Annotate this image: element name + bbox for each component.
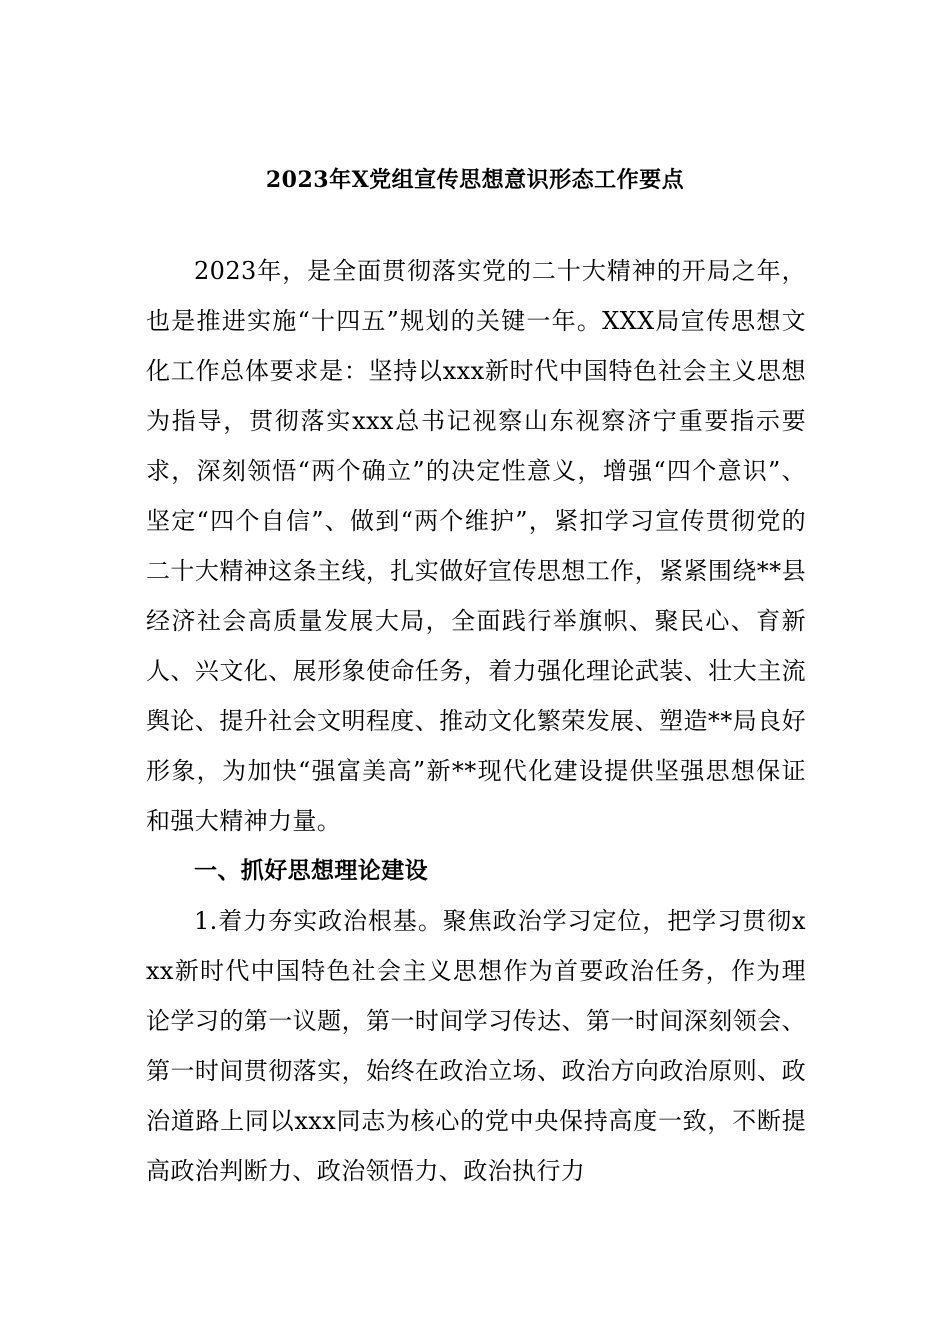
document-body — [146, 246, 806, 1196]
document-title: 2023年X党组宣传思想意识形态工作要点 — [265, 167, 685, 193]
section-paragraph: 1.着力夯实政治根基。聚焦政治学习定位，把学习贯彻xxx新时代中国特色社会主义思想作为首要政治任务，作为理论学习的第一议题，第一时间学习传达、第一时间深刻领会、第一时间贯彻落实，始终在政治立场、政治方向政治原则、政治道路上同以xxx同志为核心的党中央保持高度一致，不断提高政治判断力、政治领悟力、政治执行力 — [146, 907, 806, 1185]
intro-paragraph: 2023年，是全面贯彻落实党的二十大精神的开局之年，也是推进实施“十四五”规划的关键一年。XXX局宣传思想文化工作总体要求是：坚持以xxx新时代中国特色社会主义思想为指导，贯彻落实xxx总书记视察山东视察济宁重要指示要求，深刻领悟“两个确立”的决定性意义，增强“四个意识”、坚定“四个自信”、做到“两个维护”，紧扣学习宣传贯彻党的二十大精神这条主线，扎实做好宣传思想工作，紧紧围绕**县经济社会高质量发展大局，全面践行举旗帜、聚民心、育新人、兴文化、展形象使命任务，着力强化理论武装、壮大主流舆论、提升社会文明程度、推动文化繁荣发展、塑造**局良好形象，为加快“强富美高”新**现代化建设提供坚强思想保证和强大精神力量。 — [146, 257, 806, 835]
section-heading: 一、抓好思想理论建设 — [194, 857, 428, 884]
